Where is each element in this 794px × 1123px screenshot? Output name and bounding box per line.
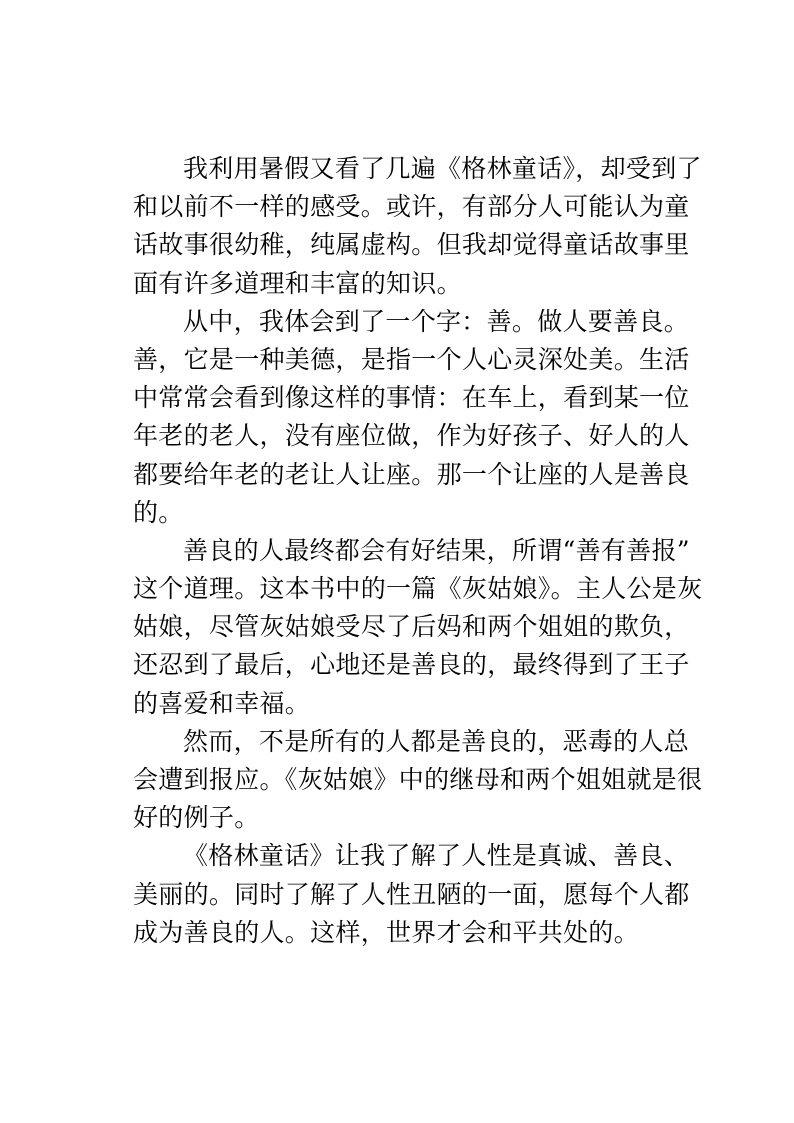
text-line: 《格林童话》让我了解了人性是真诚、善良、 bbox=[183, 841, 690, 871]
text-line: 美丽的。同时了解了人性丑陋的一面，愿每个人都 bbox=[133, 879, 690, 909]
text-line: 都要给年老的老让人让座。那一个让座的人是善良 bbox=[133, 459, 690, 489]
text-line: 我利用暑假又看了几遍《格林童话》，却受到了 bbox=[183, 154, 702, 183]
text-line: 的喜爱和幸福。 bbox=[133, 688, 311, 718]
paragraph bbox=[133, 837, 690, 952]
text-line: 成为善良的人。这样，世界才会和平共处的。 bbox=[133, 917, 640, 947]
paragraph bbox=[133, 532, 703, 723]
text-line: 和以前不一样的感受。或许，有部分人可能认为童 bbox=[133, 192, 690, 222]
essay-body bbox=[133, 150, 703, 952]
text-line: 这个道理。这本书中的一篇《灰姑娘》。主人公是灰 bbox=[133, 574, 703, 604]
text-line: 会遭到报应。《灰姑娘》中的继母和两个姐姐就是很 bbox=[133, 765, 703, 794]
text-line: 姑娘，尽管灰姑娘受尽了后妈和两个姐姐的欺负， bbox=[133, 612, 690, 642]
text-line: 善，它是一种美德，是指一个人心灵深处美。生活 bbox=[133, 344, 690, 374]
text-line: 还忍到了最后，心地还是善良的，最终得到了王子 bbox=[133, 650, 690, 680]
text-line: 好的例子。 bbox=[133, 803, 260, 833]
text-line: 面有许多道理和丰富的知识。 bbox=[133, 268, 462, 298]
paragraph bbox=[133, 303, 690, 532]
text-line: 中常常会看到像这样的事情：在车上，看到某一位 bbox=[133, 383, 690, 413]
text-line: 善良的人最终都会有好结果，所谓“善有善报” bbox=[183, 535, 690, 565]
text-line: 然而，不是所有的人都是善良的，恶毒的人总 bbox=[183, 726, 690, 756]
text-line: 话故事很幼稚，纯属虚构。但我却觉得童话故事里 bbox=[133, 230, 690, 260]
paragraph bbox=[133, 723, 703, 838]
text-line: 从中，我体会到了一个字：善。做人要善良。 bbox=[183, 306, 690, 336]
text-line: 的。 bbox=[133, 497, 184, 527]
paragraph bbox=[133, 150, 702, 303]
text-line: 年老的老人，没有座位做，作为好孩子、好人的人 bbox=[133, 421, 690, 451]
